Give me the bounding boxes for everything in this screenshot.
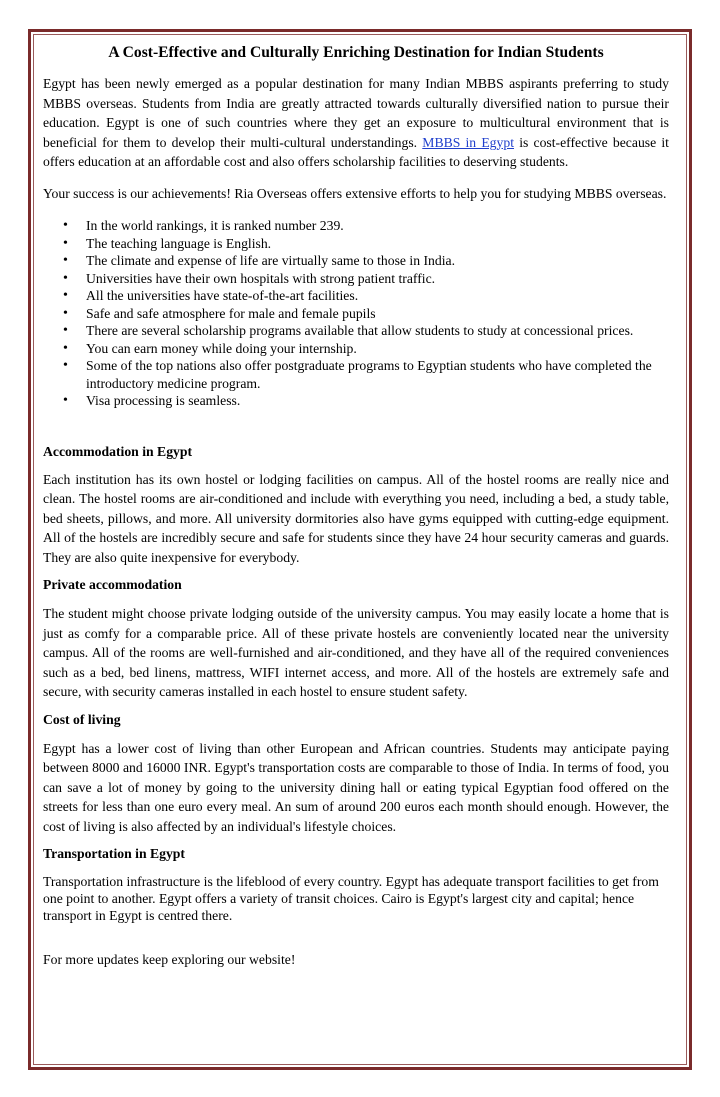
list-item: • Some of the top nations also offer postgraduate programs to Egyptian students who have completed the introductory medicine program.	[43, 357, 669, 392]
private-accommodation-paragraph: The student might choose private lodging outside of the university campus. You may easily locate a home that is just as comfy for a comparable price. All of these private hostels are conveniently located near the university campus. All of the rooms are well-furnished and air-conditioned, and they have all of the required conveniences such as a bed, bed linens, mattress, WIFI internet access, and more. All of the hostels are extremely safe and secure, with security cameras installed in each hostel to ensure student safety.	[43, 606, 669, 699]
list-item: • Safe and safe atmosphere for male and female pupils	[43, 305, 669, 323]
success-paragraph: Your success is our achievements! Ria Overseas offers extensive efforts to help you for studying MBBS overseas.	[43, 185, 667, 201]
list-item: • You can earn money while doing your internship.	[43, 340, 669, 358]
accommodation-paragraph: Each institution has its own hostel or lodging facilities on campus. All of the hostel rooms are really nice and clean. The hostel rooms are air-conditioned and include with everything you need, including a bed, a study table, bed sheets, pillows, and more. All university dormitories also have gyms equipped with cutting-edge equipment. All of the hostels are incredibly secure and safe for students since they have 24 hour security cameras and guards. They are also quite inexpensive for everybody.	[43, 471, 669, 565]
list-item: • In the world rankings, it is ranked number 239.	[43, 217, 669, 235]
benefits-list	[43, 217, 669, 410]
intro-text-after-link: is cost-effective because it offers education at an affordable cost and also offers scholarship facilities to deserving students.	[43, 134, 669, 169]
mbbs-in-egypt-link[interactable]: MBBS in Egypt	[422, 134, 515, 150]
list-item: • Visa processing is seamless.	[43, 392, 669, 410]
intro-text-before-link: Egypt has been newly emerged as a popular destination for many Indian MBBS aspirants preferring to study MBBS overseas. Students from India are greatly attracted towards culturally diversified nation to pursue their education. Egypt is one of such countries where they get an exposure to multicultural environment that is beneficial for them to develop their multi-cultural understandings.	[43, 76, 669, 150]
cost-of-living-paragraph: Egypt has a lower cost of living than other European and African countries. Students may anticipate paying between 8000 and 16000 INR. Egypt's transportation costs are comparable to those of India. In terms of food, you can save a lot of money by going to the university dining hall or eating typical Egyptian food offered on the streets for less than one euro every meal. An sum of around 200 euros each month should enough. However, the cost of living is also affected by an individual's lifestyle choices.	[43, 740, 669, 834]
list-item: • The climate and expense of life are virtually same to those in India.	[43, 252, 669, 270]
accommodation-heading: Accommodation in Egypt	[43, 443, 193, 459]
private-accommodation-heading: Private accommodation	[43, 577, 182, 592]
list-item: • All the universities have state-of-the-art facilities.	[43, 287, 669, 305]
list-item: • There are several scholarship programs available that allow students to study at concessional prices.	[43, 322, 669, 340]
transportation-heading: Transportation in Egypt	[43, 846, 185, 861]
list-item: • Universities have their own hospitals with strong patient traffic.	[43, 270, 669, 288]
page-title: A Cost-Effective and Culturally Enriching Destination for Indian Students	[108, 44, 604, 61]
transportation-paragraph: Transportation infrastructure is the lifeblood of every country. Egypt has adequate transport facilities to get from one point to another. Egypt offers a variety of transit choices. Cairo is Egypt's largest city and capital; hence transport in Egypt is centred there.	[43, 874, 659, 923]
document-content	[43, 44, 669, 968]
intro-paragraph	[43, 74, 669, 172]
list-item: • The teaching language is English.	[43, 235, 669, 253]
cost-of-living-heading: Cost of living	[43, 711, 121, 727]
footer-text: For more updates keep exploring our website!	[43, 952, 296, 967]
